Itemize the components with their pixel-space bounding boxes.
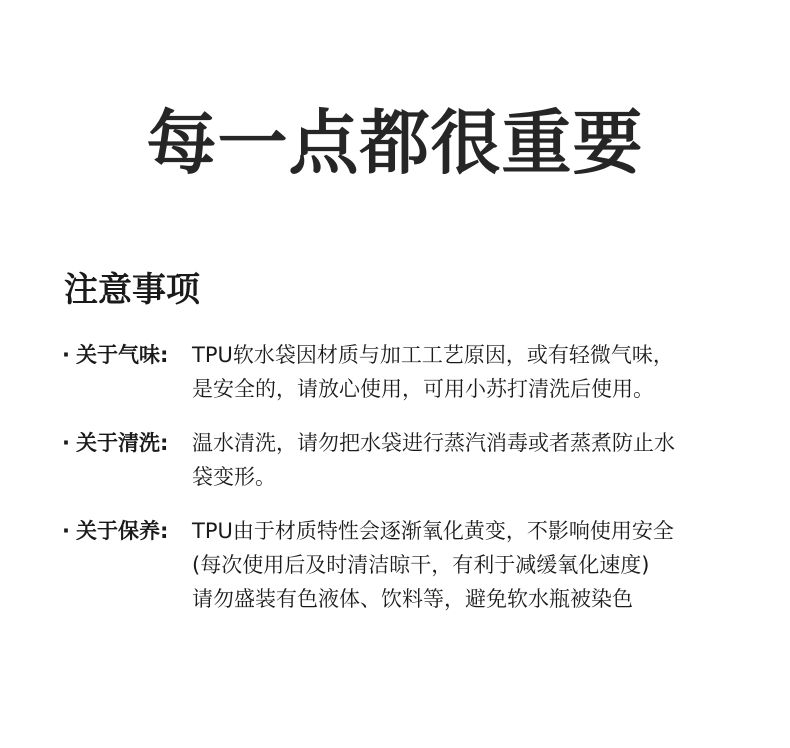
- notes-list: [62, 338, 762, 616]
- section-heading: 注意事项: [64, 270, 200, 310]
- note-line: 请勿盛装有色液体、饮料等，避免软水瓶被染色: [192, 587, 633, 611]
- note-body: [192, 338, 762, 406]
- page-title: 每一点都很重要: [146, 102, 644, 184]
- note-label: 关于清洗:: [76, 431, 169, 455]
- bullet-dot-icon: ·: [62, 431, 70, 455]
- note-line: TPU软水袋因材质与加工工艺原因，或有轻微气味，: [192, 343, 674, 367]
- note-item-cleaning: [62, 426, 762, 494]
- note-body: [192, 426, 762, 494]
- bullet-dot-icon: ·: [62, 343, 70, 367]
- note-line: 是安全的，请放心使用，可用小苏打清洗后使用。: [192, 377, 654, 401]
- note-body: [192, 514, 762, 616]
- note-item-smell: [62, 338, 762, 406]
- note-line: 温水清洗，请勿把水袋进行蒸汽消毒或者蒸煮防止水: [192, 431, 675, 455]
- note-label: 关于保养:: [76, 519, 169, 543]
- note-label: 关于气味:: [76, 343, 169, 367]
- note-line: 袋变形。: [192, 465, 276, 489]
- note-line: TPU由于材质特性会逐渐氧化黄变，不影响使用安全: [192, 519, 674, 543]
- note-item-maintenance: [62, 514, 762, 616]
- note-line: (每次使用后及时清洁晾干，有利于减缓氧化速度): [192, 553, 650, 577]
- bullet-dot-icon: ·: [62, 519, 70, 543]
